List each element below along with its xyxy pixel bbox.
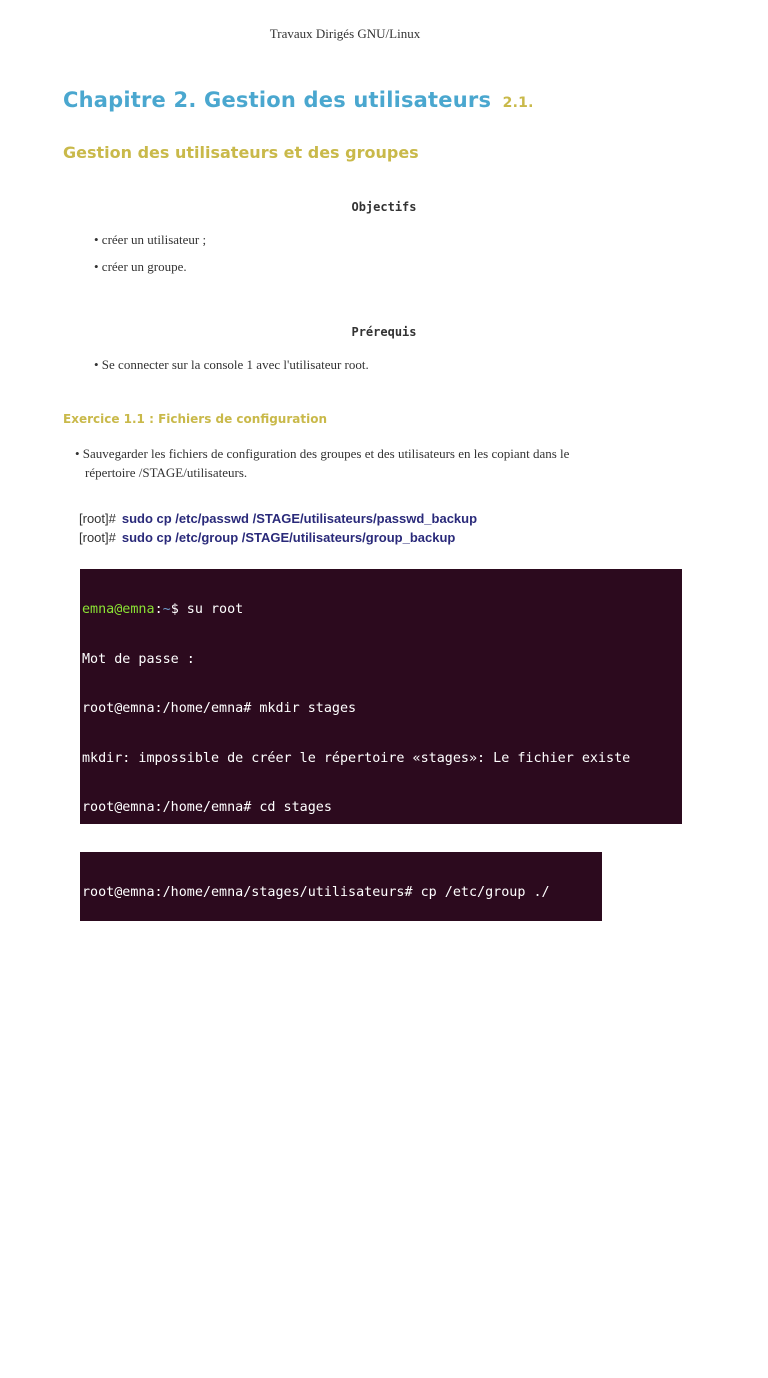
chapter-number: 2.1. <box>502 95 534 111</box>
terminal-line: group passwd <box>82 984 187 999</box>
chapter-title <box>63 88 534 112</box>
terminal-line: root@emna:/home/emna/stages/utilisateurs# cp /etc/group ./ <box>82 885 550 900</box>
terminal-line: Mot de passe : <box>82 651 195 667</box>
terminal-line: root@emna:/home/emna# cd stages <box>82 1146 332 1162</box>
terminal-separator: : <box>154 602 163 617</box>
exercise-instruction-line1: • Sauvegarder les fichiers de configuration des groupes et des utilisateurs en les copiant dans le <box>75 446 570 461</box>
terminal-user-host: emna@emna <box>82 602 155 617</box>
terminal-line: passwd <box>82 1344 131 1360</box>
terminal-line: root@emna:/home/emna/stages/utilisateurs# ls <box>82 1295 437 1310</box>
terminal-command: $ su root <box>170 602 244 617</box>
terminal-line: root@emna:/home/emna# mkdir stages <box>82 701 357 716</box>
command-line-1 <box>79 511 477 526</box>
objectif-item-1: • créer un utilisateur ; <box>94 232 207 247</box>
section-title: Gestion des utilisateurs et des groupes <box>63 143 419 162</box>
exercise-instruction-line2: répertoire /STAGE/utilisateurs. <box>85 465 248 480</box>
terminal-line: cp: impossible de créer le fichier standard '/stages/utilisateurs': A <box>82 1047 639 1063</box>
terminal-line <box>80 602 682 619</box>
exercise-title: Exercice 1.1 : Fichiers de configuration <box>63 412 328 426</box>
terminal-line: root@emna:/home/emna/stages# cd utilisateurs <box>82 1196 437 1211</box>
prerequis-item-1: • Se connecter sur la console 1 avec l'utilisateur root. <box>94 357 369 372</box>
terminal-path: ~ <box>162 602 171 617</box>
terminal-line: r ou dossier de ce type <box>82 1097 268 1112</box>
terminal-line: root@emna:/home/emna/stages/utilisateurs# cp /etc/passwd ./ <box>82 1245 558 1261</box>
objectifs-heading: Objectifs <box>351 200 417 214</box>
terminal-line: root@emna:/home/emna/stages# cd .. <box>82 948 357 964</box>
command-line-2 <box>79 530 455 545</box>
command-code: sudo cp /etc/group /STAGE/utilisateurs/group_backup <box>121 530 456 545</box>
page-header: Travaux Dirigés GNU/Linux <box>269 26 421 41</box>
exercise-instruction <box>75 444 685 482</box>
terminal-line: root@emna:/home/emna# cp /etc/passwd /stages/utilisateurs <box>82 998 542 1013</box>
terminal-line: root@emna:/home/emna/stages/utilisateurs# <box>82 1033 413 1049</box>
command-code: sudo cp /etc/passwd /STAGE/utilisateurs/passwd_backup <box>121 511 478 526</box>
command-prompt: [root]# <box>79 511 116 526</box>
objectif-item-2: • créer un groupe. <box>94 259 187 274</box>
terminal-line: mkdir: impossible de créer le répertoire «stages»: Le fichier existe <box>82 750 631 766</box>
command-prompt: [root]# <box>79 530 116 545</box>
prerequis-heading: Prérequis <box>351 325 417 339</box>
terminal-line: root@emna:/home/emna# cd stages <box>82 800 332 815</box>
chapter-title-text: Chapitre 2. Gestion des utilisateurs <box>63 88 492 112</box>
terminal-line: root@emna:/home/emna/stages/utilisateurs# ls <box>82 934 437 950</box>
